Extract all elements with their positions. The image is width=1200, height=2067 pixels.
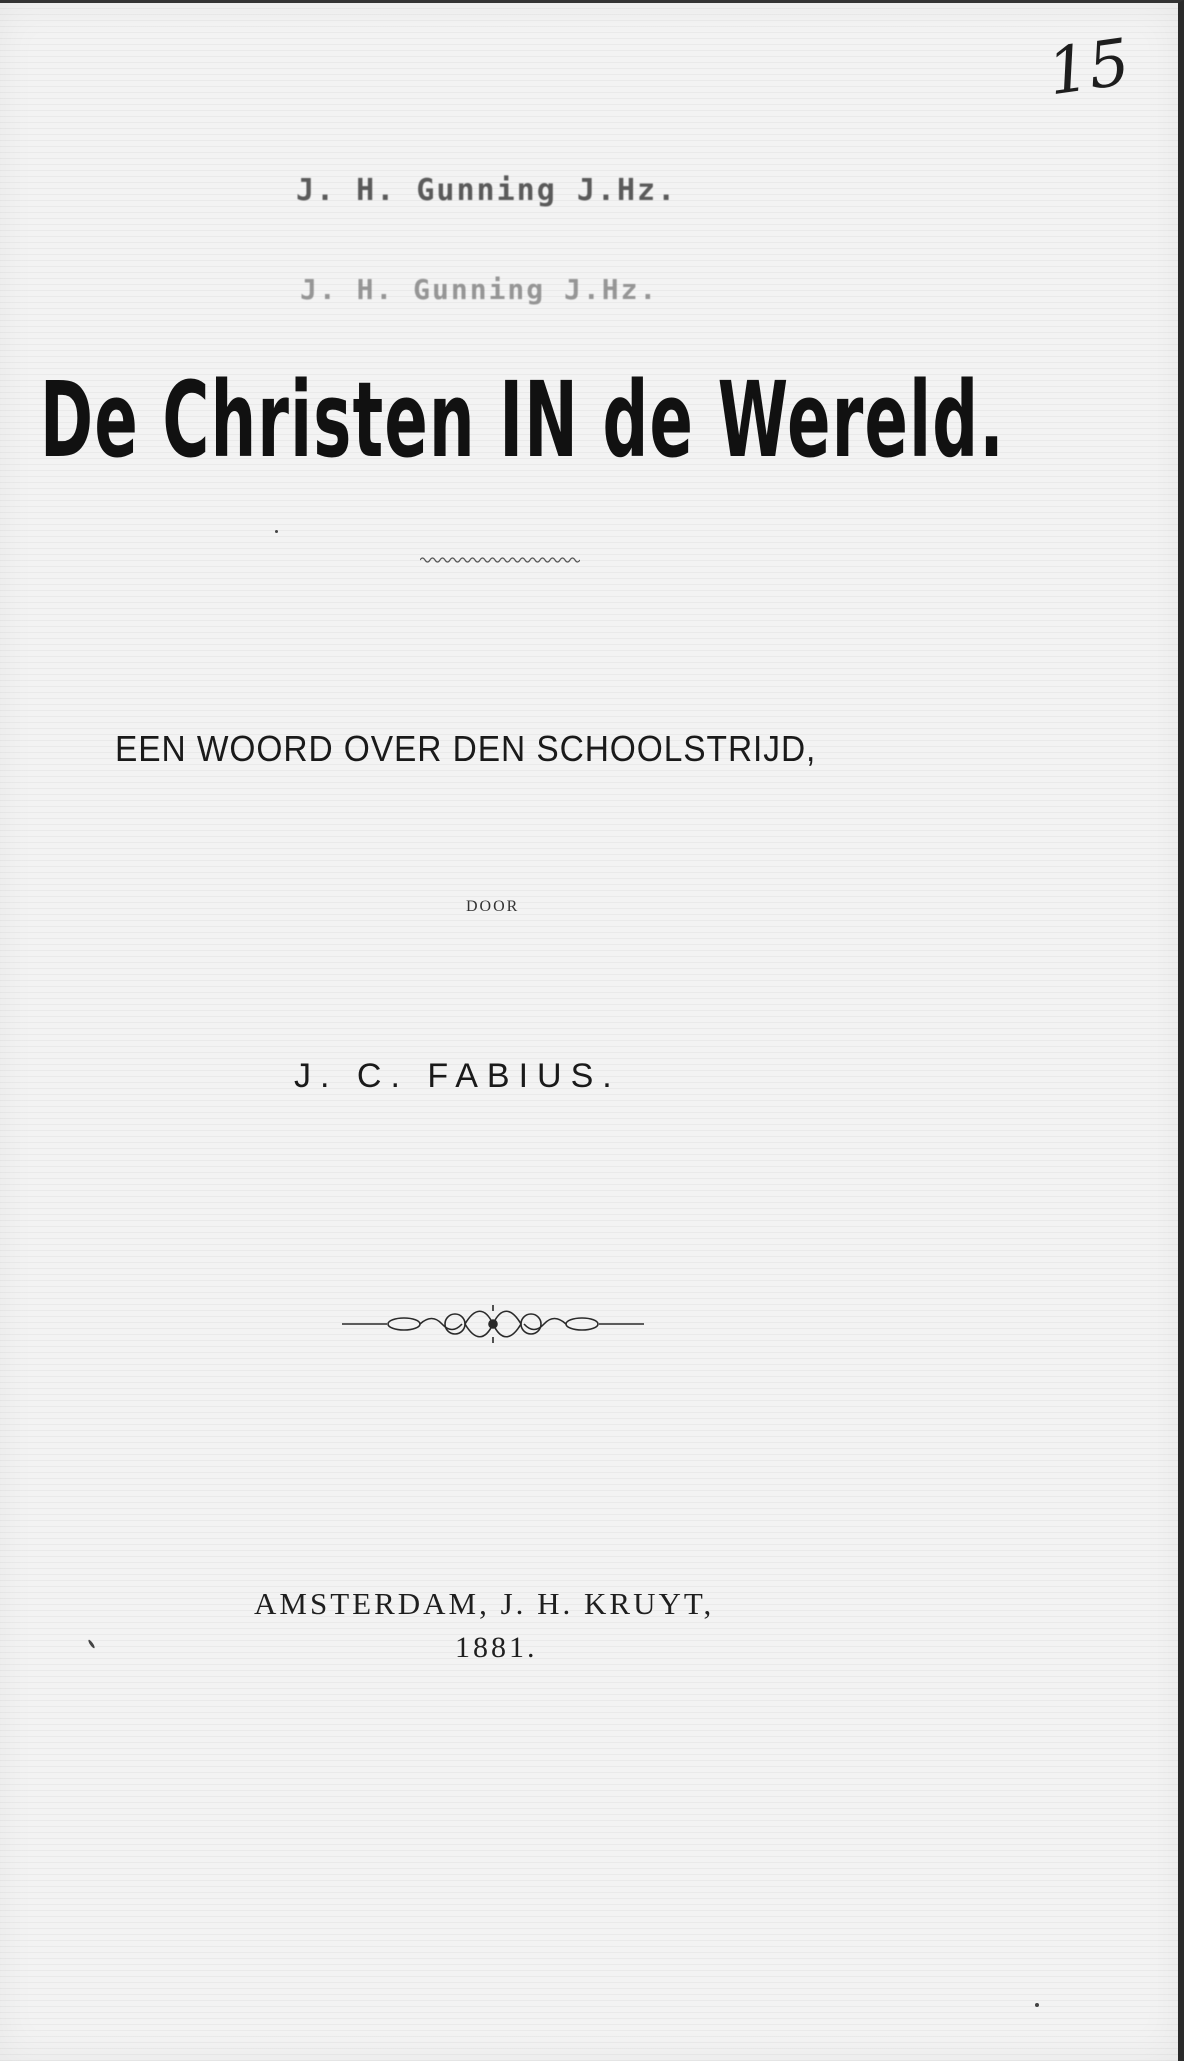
publication-year: 1881.: [455, 1631, 538, 1664]
paper-speck: [1035, 2003, 1039, 2007]
author-name: J. C. FABIUS.: [294, 1057, 621, 1095]
paper-speck: [87, 1639, 95, 1649]
book-title: De Christen IN de Wereld.: [40, 359, 1005, 481]
publisher-imprint: AMSTERDAM, J. H. KRUYT,: [254, 1586, 715, 1621]
decorative-ornament-icon: [342, 1303, 644, 1345]
handwritten-page-number: 15: [1043, 25, 1135, 111]
byline-door: DOOR: [466, 898, 520, 915]
wavy-rule-divider: [420, 555, 580, 565]
library-stamp-faded: J. H. Gunning J.Hz.: [300, 273, 659, 306]
book-subtitle: EEN WOORD OVER DEN SCHOOLSTRIJD,: [115, 728, 817, 769]
paper-speck: [275, 530, 278, 533]
library-stamp: J. H. Gunning J.Hz.: [296, 173, 678, 208]
